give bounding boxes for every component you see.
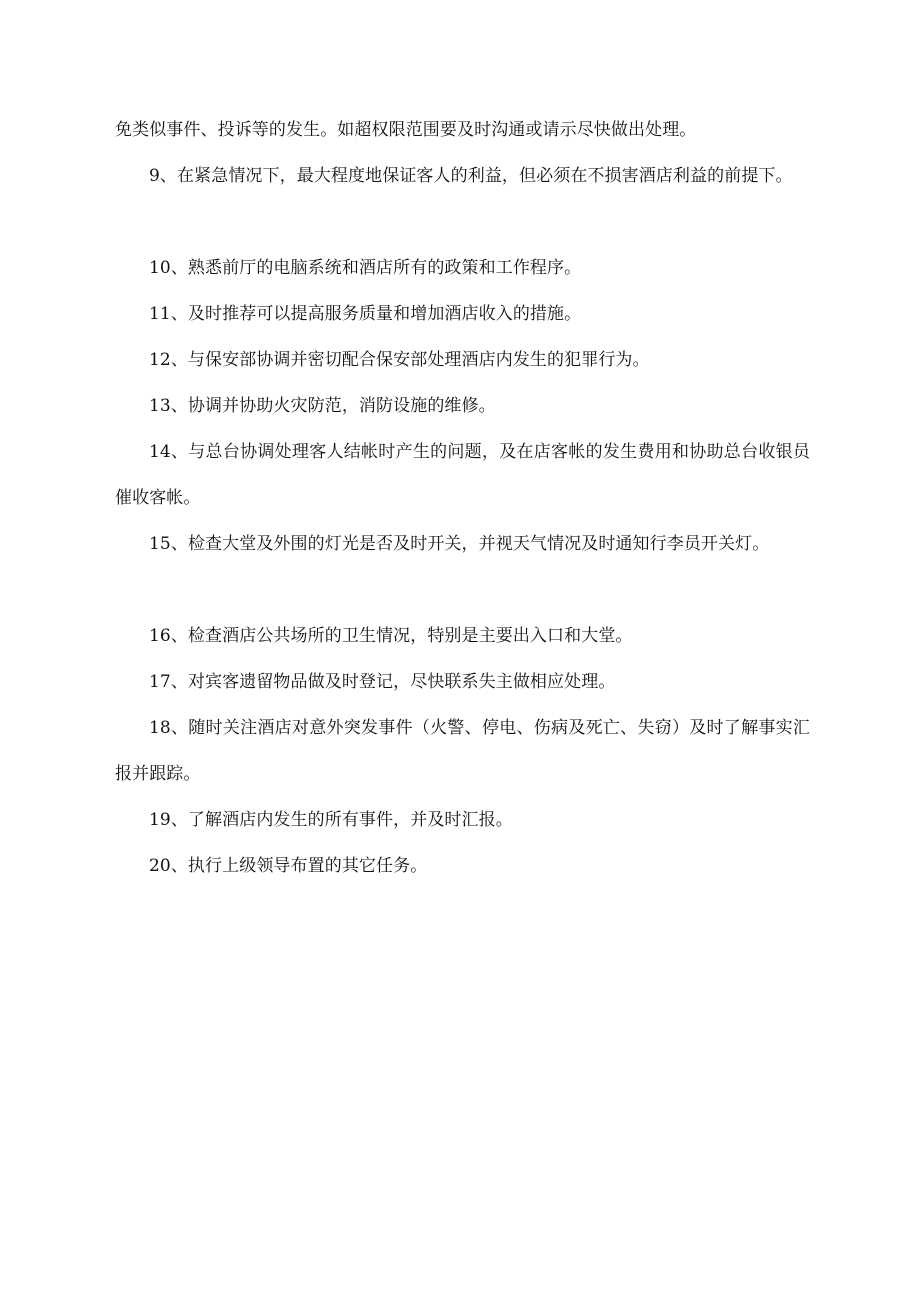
- paragraph-item-9: 9、在紧急情况下，最大程度地保证客人的利益，但必须在不损害酒店利益的前提下。: [149, 166, 793, 186]
- paragraph-item-15: 15、检查大堂及外围的灯光是否及时开关，并视天气情况及时通知行李员开关灯。: [149, 534, 770, 554]
- paragraph-item-11: 11、及时推荐可以提高服务质量和增加酒店收入的措施。: [149, 304, 582, 324]
- paragraph-item-12: 12、与保安部协调并密切配合保安部处理酒店内发生的犯罪行为。: [149, 350, 650, 370]
- paragraph-item-18: 18、随时关注酒店对意外突发事件（火警、停电、伤病及死亡、失窃）及时了解事实汇报并跟踪。: [115, 718, 810, 784]
- paragraph-item-19: 19、了解酒店内发生的所有事件，并及时汇报。: [149, 810, 513, 830]
- paragraph-item-10: 10、熟悉前厅的电脑系统和酒店所有的政策和工作程序。: [149, 258, 582, 278]
- paragraph-item-20: 20、执行上级领导布置的其它任务。: [149, 856, 428, 876]
- paragraph-item-17: 17、对宾客遗留物品做及时登记，尽快联系失主做相应处理。: [149, 672, 616, 692]
- paragraph-item-13: 13、协调并协助火灾防范，消防设施的维修。: [149, 396, 496, 416]
- paragraph-item-16: 16、检查酒店公共场所的卫生情况，特别是主要出入口和大堂。: [149, 626, 633, 646]
- paragraph-item-14: 14、与总台协调处理客人结帐时产生的问题，及在店客帐的发生费用和协助总台收银员催收客帐。: [115, 442, 810, 508]
- paragraph-continuation: 免类似事件、投诉等的发生。如超权限范围要及时沟通或请示尽快做出处理。: [115, 120, 697, 140]
